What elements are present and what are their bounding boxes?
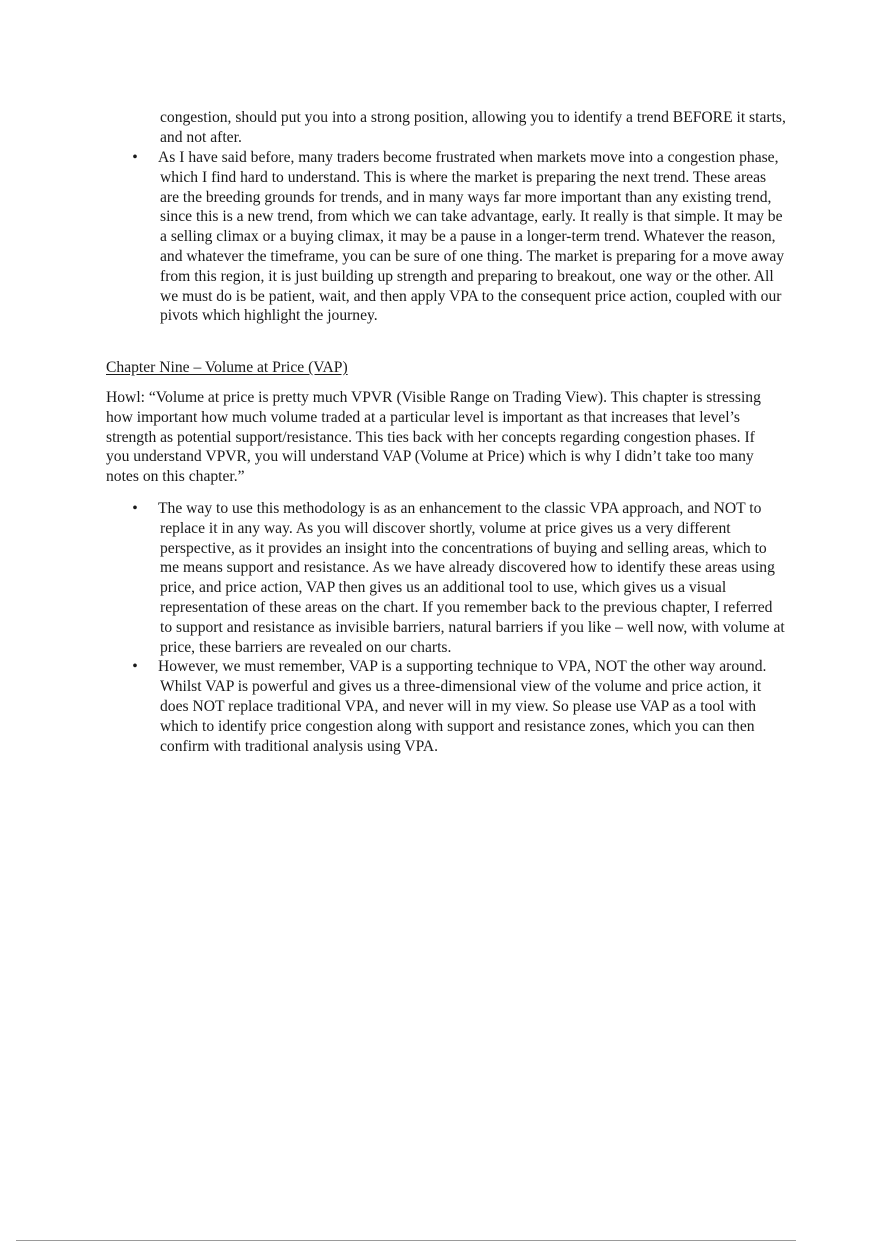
- footer-divider: [16, 1240, 796, 1241]
- bullet-marker: •: [132, 658, 138, 676]
- bullet-list-bottom: [0, 499, 880, 756]
- chapter-heading: Chapter Nine – Volume at Price (VAP): [106, 359, 348, 376]
- list-item: [0, 657, 788, 756]
- list-item: [0, 499, 788, 657]
- howl-paragraph: Howl: “Volume at price is pretty much VPVR (Visible Range on Trading View). This chapter is stressing how important how much volume traded at a particular level is important as that increases that level’s strength as potential support/resistance. This ties back with her concepts regarding congestion phases. If you understand VPVR, you will understand VAP (Volume at Price) which is why I didn’t take too many notes on this chapter.”: [106, 389, 761, 486]
- bullet-marker: •: [132, 500, 138, 517]
- bullet-text: The way to use this methodology is as an enhancement to the classic VPA approach, and NOT to replace it in any way. As you will discover shortly, volume at price gives us a very different perspective, as it provides an insight into the concentrations of buying and selling areas, which to me means support and resistance. As we have already discovered how to identify these areas using price, and price action, VAP then gives us an additional tool to use, which gives us a visual representation of these areas on the chart. If you remember back to the previous chapter, I referred to support and resistance as invisible barriers, natural barriers if you like – well now, with volume at price, these barriers are revealed on our charts.: [158, 500, 785, 656]
- bullet-text: As I have said before, many traders become frustrated when markets move into a congestion phase, which I find hard to understand. This is where the market is preparing the next trend. These areas are the breeding grounds for trends, and in many ways far more important than any existing trend, since this is a new trend, from which we can take advantage, early. It really is that simple. It may be a selling climax or a buying climax, it may be a pause in a longer-term trend. Whatever the reason, and whatever the timeframe, you can be sure of one thing. The market is preparing for a move away from this region, it is just building up strength and preparing to breakout, one way or the other. All we must do is be patient, wait, and then apply VPA to the consequent price action, coupled with our pivots which highlight the journey.: [158, 149, 785, 325]
- bullet-list-top: [0, 148, 880, 326]
- bullet-marker: •: [132, 149, 138, 166]
- list-item: [0, 148, 788, 326]
- continuation-paragraph: congestion, should put you into a strong position, allowing you to identify a trend BEFORE it starts, and not after.: [160, 109, 786, 146]
- bullet-text: However, we must remember, VAP is a supporting technique to VPA, NOT the other way around. Whilst VAP is powerful and gives us a three-dimensional view of the volume and price action, it does NOT replace traditional VPA, and never will in my view. So please use VAP as a tool with which to identify price congestion along with support and resistance zones, which you can then confirm with traditional analysis using VPA.: [158, 658, 767, 755]
